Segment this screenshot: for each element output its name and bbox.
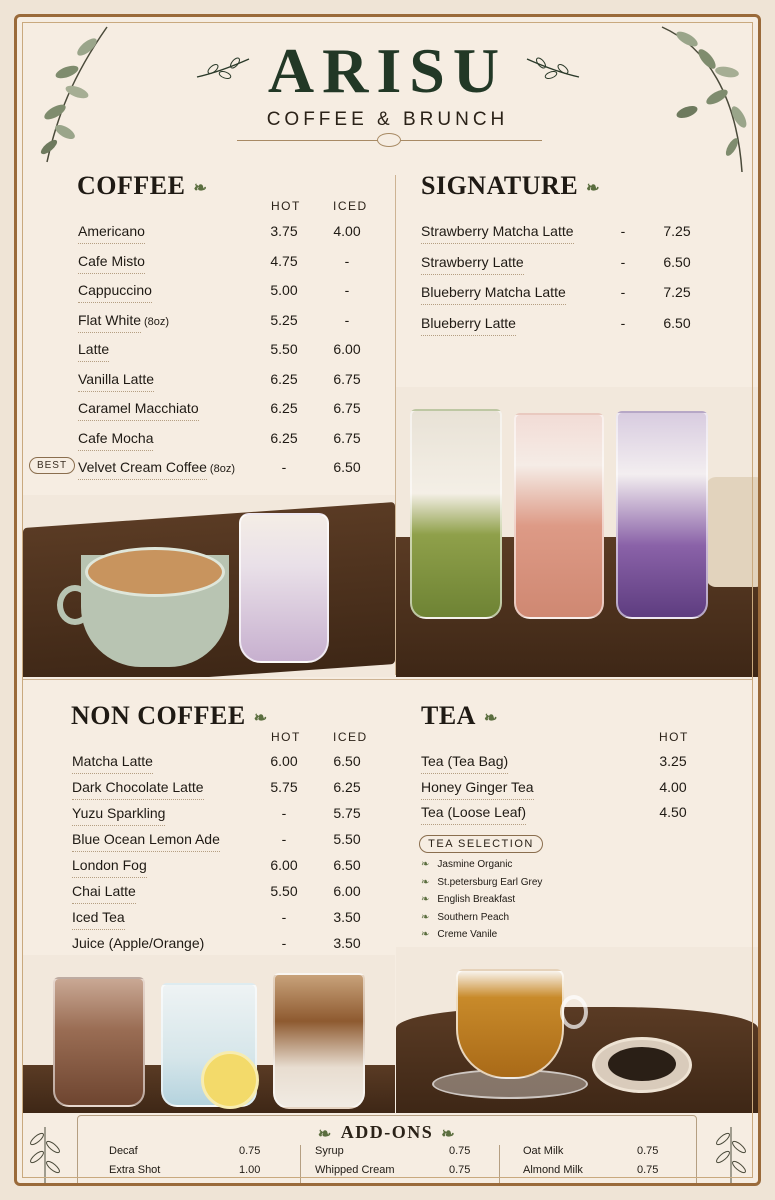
- header-ornament: [377, 133, 401, 147]
- price-hot: 4.50: [659, 804, 687, 820]
- price-hot: 3.75: [270, 223, 298, 239]
- signature-photo: [396, 387, 758, 677]
- menu-item-label: Blueberry Matcha Latte: [421, 281, 566, 305]
- price-iced: 5.50: [333, 831, 361, 847]
- price-hot: 4.00: [659, 778, 687, 795]
- price-hot: -: [620, 314, 626, 331]
- cup-handle: [57, 585, 93, 625]
- price-hot: 5.50: [270, 341, 298, 357]
- menu-item-label: Blueberry Latte: [421, 312, 516, 336]
- latte-art: [85, 547, 225, 597]
- price-iced: 7.25: [663, 284, 691, 300]
- menu-item-name: [72, 906, 125, 928]
- menu-item-label: Vanilla Latte: [78, 368, 154, 392]
- non-coffee-iced-header: ICED: [333, 730, 368, 744]
- leaf-branch-decoration-icon: [23, 1123, 69, 1185]
- add-on-price: 0.75: [637, 1164, 659, 1176]
- leaf-sprig-icon: ❧: [441, 1125, 457, 1143]
- menu-item-label: Dark Chocolate Latte: [72, 776, 204, 800]
- add-on-name: Syrup: [315, 1145, 344, 1157]
- price-hot: 6.00: [270, 857, 298, 873]
- menu-item-label: Americano: [78, 220, 145, 244]
- tea-selection-item: ❧ Jasmine Organic: [421, 859, 512, 870]
- menu-item-name: [78, 397, 199, 419]
- menu-item-name: [72, 932, 204, 954]
- tea-section-title: TEA ❧: [421, 701, 498, 730]
- price-iced: 6.75: [333, 429, 361, 446]
- coffee-section-title: COFFEE ❧: [77, 171, 208, 200]
- brand-name: ARISU: [267, 35, 508, 106]
- menu-item-label: Honey Ginger Tea: [421, 776, 534, 800]
- menu-item-label: Yuzu Sparkling: [72, 802, 165, 826]
- menu-item-name: [78, 279, 152, 301]
- price-hot: -: [620, 253, 626, 270]
- price-hot: 5.00: [270, 282, 298, 298]
- add-on-price: 0.75: [637, 1145, 659, 1157]
- price-hot: 6.25: [270, 429, 298, 446]
- tea-photo: [396, 947, 758, 1113]
- tea-hot-header: HOT: [659, 730, 689, 744]
- chocolate-glass: [53, 977, 145, 1107]
- price-hot: -: [281, 459, 287, 475]
- add-on-price: 0.75: [449, 1164, 471, 1176]
- leaf-sprig-icon: [525, 55, 581, 85]
- menu-item-label: Tea (Tea Bag): [421, 750, 508, 774]
- non-coffee-hot-header: HOT: [271, 730, 301, 744]
- strawberry-matcha-glass: [410, 409, 502, 619]
- price-hot: 3.25: [659, 753, 687, 769]
- menu-item-name: [72, 802, 165, 824]
- add-on-price: 1.00: [239, 1164, 261, 1176]
- menu-item-name: [421, 750, 508, 772]
- menu-item-name: [72, 880, 136, 902]
- add-on-price: 0.75: [239, 1145, 261, 1157]
- price-hot: 5.25: [270, 311, 298, 328]
- menu-item-label: Latte: [78, 338, 109, 362]
- price-iced: 6.50: [333, 753, 361, 769]
- price-hot: -: [281, 909, 287, 925]
- strawberry-latte-glass: [514, 413, 604, 619]
- menu-item-name: [78, 368, 154, 390]
- price-hot: -: [281, 831, 287, 847]
- menu-item-label: Caramel Macchiato: [78, 397, 199, 421]
- price-hot: 6.00: [270, 753, 298, 769]
- menu-header: [17, 35, 758, 131]
- price-iced: 6.50: [333, 459, 361, 475]
- price-hot: 6.25: [270, 400, 298, 416]
- price-iced: -: [344, 282, 350, 298]
- price-iced: 3.50: [333, 909, 361, 925]
- row-divider: [23, 679, 752, 680]
- menu-item-label: Blue Ocean Lemon Ade: [72, 828, 220, 852]
- menu-item-name: [72, 828, 220, 850]
- coffee-photo: [23, 495, 395, 677]
- add-on-name: Whipped Cream: [315, 1164, 395, 1176]
- price-iced: 6.75: [333, 370, 361, 387]
- non-coffee-photo: [23, 955, 395, 1113]
- menu-item-label: Velvet Cream Coffee: [78, 456, 207, 480]
- price-iced: 6.25: [333, 779, 361, 795]
- price-iced: 6.75: [333, 400, 361, 416]
- add-on-name: Oat Milk: [523, 1145, 564, 1157]
- leaf-sprig-icon: ❧: [317, 1125, 333, 1143]
- menu-item-name: [78, 250, 145, 272]
- blueberry-latte-glass: [616, 411, 708, 619]
- price-hot: -: [620, 284, 626, 300]
- menu-item-label: Juice (Apple/Orange): [72, 932, 204, 956]
- menu-item-label: Cafe Mocha: [78, 427, 153, 451]
- menu-item-label: Strawberry Matcha Latte: [421, 220, 574, 244]
- leaf-sprig-icon: ❧: [253, 710, 268, 728]
- menu-item-label: Iced Tea: [72, 906, 125, 930]
- price-iced: 4.00: [333, 223, 361, 239]
- tea-cup: [456, 969, 564, 1079]
- coffee-hot-header: HOT: [271, 199, 301, 213]
- menu-item-name: [72, 776, 204, 798]
- price-hot: 5.75: [270, 779, 298, 795]
- tea-selection-label: TEA SELECTION: [419, 835, 543, 853]
- lemon-slice: [201, 1051, 259, 1109]
- signature-section-title: SIGNATURE ❧: [421, 171, 601, 200]
- menu-item-name: [421, 220, 574, 242]
- add-on-name: Extra Shot: [109, 1164, 161, 1176]
- menu-item-name: [421, 776, 534, 798]
- add-on-price: 0.75: [449, 1145, 471, 1157]
- menu-item-label: Cappuccino: [78, 279, 152, 303]
- menu-item-name: [421, 801, 526, 823]
- menu-item-name: [78, 427, 153, 449]
- leaf-sprig-icon: ❧: [483, 710, 498, 728]
- menu-item-label: Chai Latte: [72, 880, 136, 904]
- menu-item-note: (8oz): [209, 463, 235, 475]
- price-iced: 5.75: [333, 805, 361, 821]
- price-iced: 6.50: [663, 314, 691, 331]
- price-hot: -: [281, 935, 287, 951]
- menu-item-label: Flat White: [78, 309, 141, 333]
- add-ons-title: ❧ ADD-ONS ❧: [317, 1122, 457, 1143]
- brand-subtitle: COFFEE & BRUNCH: [266, 109, 509, 130]
- tea-selection-item: ❧ English Breakfast: [421, 894, 515, 905]
- menu-item-label: Strawberry Latte: [421, 251, 524, 275]
- price-iced: 3.50: [333, 935, 361, 951]
- menu-item-label: Tea (Loose Leaf): [421, 801, 526, 825]
- price-hot: -: [281, 805, 287, 821]
- menu-item-label: London Fog: [72, 854, 147, 878]
- leaf-sprig-icon: ❧: [586, 180, 601, 198]
- menu-item-name: [72, 750, 153, 772]
- coffee-iced-header: ICED: [333, 199, 368, 213]
- tea-selection-item: ❧ St.petersburg Earl Grey: [421, 877, 542, 888]
- menu-item-label: Cafe Misto: [78, 250, 145, 274]
- leaf-sprig-icon: ❧: [193, 180, 208, 198]
- price-iced: 6.50: [333, 857, 361, 873]
- price-hot: 4.75: [270, 252, 298, 269]
- non-coffee-section-title: NON COFFEE ❧: [71, 701, 268, 730]
- price-hot: 5.50: [270, 883, 298, 899]
- menu-item-name: [72, 854, 147, 876]
- leaf-sprig-icon: [195, 55, 251, 85]
- price-iced: 6.00: [333, 341, 361, 357]
- loose-tea-leaves: [608, 1047, 676, 1081]
- menu-item-note: (8oz): [144, 315, 170, 328]
- menu-item-name: [78, 456, 235, 478]
- price-iced: 7.25: [663, 223, 691, 239]
- napkin: [706, 477, 758, 587]
- menu-item-label: Matcha Latte: [72, 750, 153, 774]
- add-ons-divider: [300, 1145, 301, 1183]
- add-on-name: Almond Milk: [523, 1164, 583, 1176]
- menu-item-name: [78, 220, 145, 242]
- price-iced: 6.50: [663, 253, 691, 270]
- leaf-branch-decoration-icon: [709, 1123, 755, 1185]
- price-iced: -: [344, 311, 350, 328]
- best-badge: BEST: [29, 457, 75, 474]
- menu-item-name: [421, 312, 516, 334]
- iced-latte-glass: [239, 513, 329, 663]
- price-hot: -: [620, 223, 626, 239]
- tea-selection-item: ❧ Creme Vanile: [421, 929, 497, 940]
- add-ons-divider: [499, 1145, 500, 1183]
- price-iced: 6.00: [333, 883, 361, 899]
- london-fog-glass: [273, 973, 365, 1109]
- menu-frame: [14, 14, 761, 1186]
- price-hot: 6.25: [270, 370, 298, 387]
- menu-item-name: [78, 338, 109, 360]
- add-on-name: Decaf: [109, 1145, 138, 1157]
- tea-cup-handle: [560, 995, 588, 1029]
- menu-item-name: [421, 281, 566, 303]
- price-iced: -: [344, 252, 350, 269]
- menu-item-name: [421, 251, 524, 273]
- tea-selection-item: ❧ Southern Peach: [421, 912, 509, 923]
- menu-item-name: [78, 309, 169, 331]
